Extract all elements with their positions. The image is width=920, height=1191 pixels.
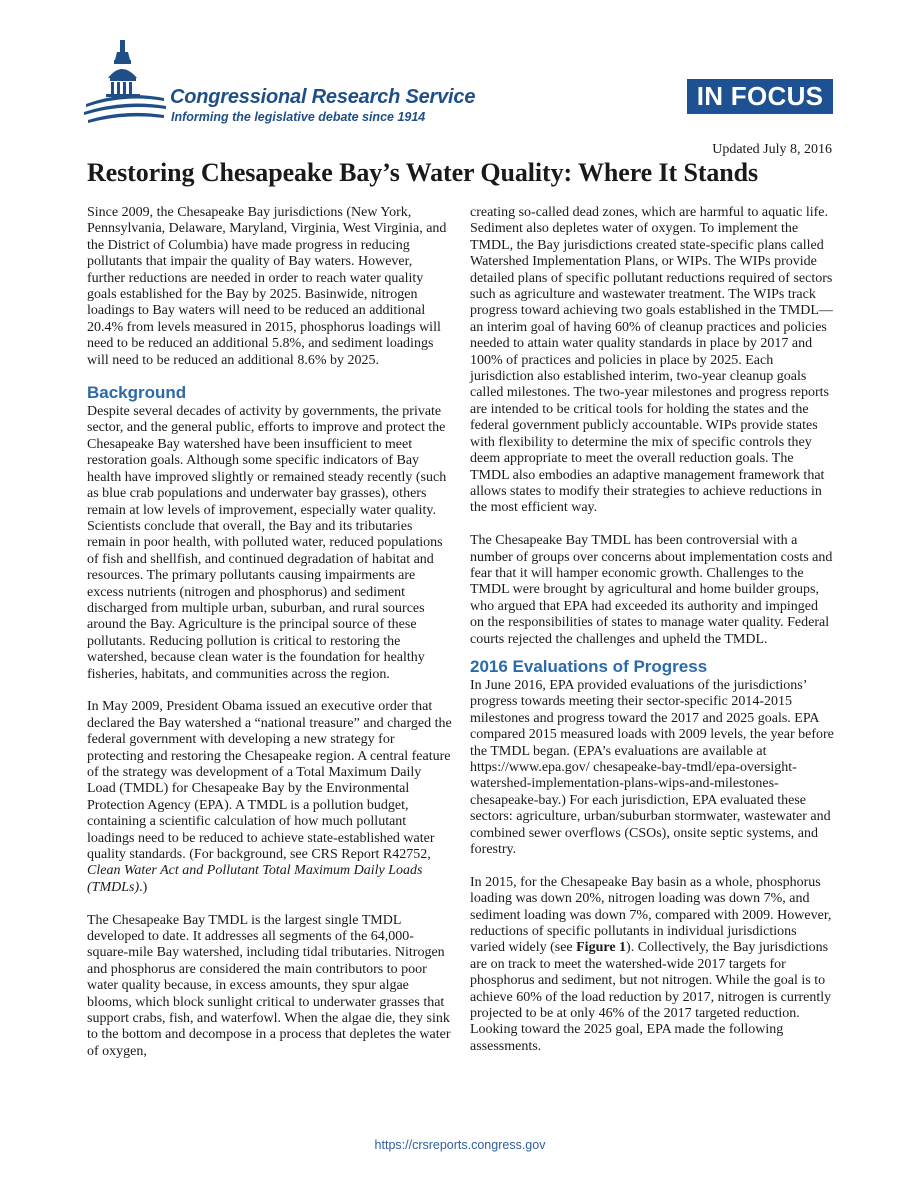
tmdl-paragraph: creating so-called dead zones, which are harmful to aquatic life. Sediment also depletes water of oxygen. To implement the TMDL, the Bay jurisdictions created state-specific plans called Watershed Implementation Plans, or WIPs. The WIPs provide detailed plans of specific pollutant reductions required of sectors such as agriculture and wastewater treatment. The WIPs track progress toward achieving two goals established in the TMDL—an interim goal of having 60% of cleanup practices and policies needed to attain water quality standards in place by 2017 and 100% of practices and policies in place by 2025. Each jurisdiction also established interim, two-year cleanup goals called milestones. The two-year milestones and progress reports are intended to be critical tools for holding the states and the federal government publicly accountable. WIPs provide states with flexibility to determine the mix of specific controls they deem appropriate to meet the overall reduction goals. The TMDL also embodies an adaptive management framework that allows states to modify their strategies to achieve reductions in the most efficient way. [470, 205, 833, 516]
footer-url[interactable]: https://crsreports.congress.gov [374, 1138, 546, 1152]
page-title: Restoring Chesapeake Bay’s Water Quality: Where It Stands [87, 158, 759, 187]
intro-paragraph: Since 2009, the Chesapeake Bay jurisdictions (New York, Pennsylvania, Delaware, Maryland, Virginia, West Virginia, and the District of Columbia) have made progress in reducing pollutants that impair the quality of Bay waters. However, further reductions are needed in order to reach water quality goals established for the Bay by 2025. Basinwide, nitrogen loadings to Bay waters will need to be reduced an additional 20.4% from levels measured in 2015, phosphorus loadings will need to be reduced an additional 5.8%, and sediment loadings will need to be reduced an additional 8.6% by 2025. [87, 205, 447, 368]
org-name: Congressional Research Service [170, 86, 476, 108]
figure-reference: Figure 1 [576, 940, 627, 956]
in-focus-badge: IN FOCUS [687, 79, 833, 114]
background-paragraph-1: Despite several decades of activity by governments, the private sector, and the general public, efforts to improve and protect the Chesapeake Bay watershed have been insufficient to meet restoration goals. Although some specific indicators of Bay health have improved slightly or remained steady recently (such as blue crab populations and underwater bay grasses), others remain at low levels of improvement, especially water quality. Scientists conclude that overall, the Bay and its tributaries remain in poor health, with polluted water, reduced populations of fish and shellfish, and continued degradation of habitat and resources. The primary pollutants causing impairments are excess nutrients (nitrogen and phosphorus) and sediment discharged from multiple urban, suburban, and rural sources around the Bay. Agriculture is the principal source of these pollutants. Reducing pollution is critical to restoring the watershed, because clean water is the foundation for healthy fisheries, habitats, and communities across the region. [87, 404, 447, 682]
left-column [87, 205, 453, 1060]
paragraph-text: In May 2009, President Obama issued an executive order that declared the Bay watershed a “national treasure” and charged the federal government with developing a new strategy for protecting and restoring the Chesapeake region. A central feature of the strategy was development of a Total Maximum Daily Load (TMDL) for Chesapeake Bay by the Environmental Protection Agency (EPA). A TMDL is a pollution budget, containing a scientific calculation of how much pollutant loadings need to be reduced to achieve state-established water quality standards. (For background, see CRS Report R42752, [87, 699, 452, 863]
evaluations-heading: 2016 Evaluations of Progress [470, 656, 708, 676]
report-title-reference: Clean Water Act and Pollutant Total Maximum Daily Loads (TMDLs) [87, 863, 423, 895]
evaluations-paragraph-2 [470, 875, 834, 1055]
right-column [470, 205, 834, 1055]
paragraph-text: .) [139, 879, 148, 895]
updated-date: Updated July 8, 2016 [712, 142, 832, 157]
paragraph-text: In 2015, for the Chesapeake Bay basin as a whole, phosphorus loading was down 20%, nitrogen loading was down 7%, and sediment loading was down 7%, compared with 2009. However, reductions of specific pollutants in individual jurisdictions varied widely (see [470, 874, 832, 956]
paragraph-text: ). Collectively, the Bay jurisdictions are on track to meet the watershed-wide 2017 targets for phosphorus and sediment, but not nitrogen. While the goal is to achieve 60% of the load reduction by 2017, nitrogen is currently projected to be at only 46% of the 2017 targeted reduction. Looking toward the 2025 goal, EPA made the following assessments. [470, 940, 832, 1054]
background-paragraph-3: The Chesapeake Bay TMDL is the largest single TMDL developed to date. It addresses all segments of the 64,000-square-mile Bay watershed, including tidal tributaries. Nitrogen and phosphorus are considered the main contributors to poor water quality because, in excess amounts, they spur algae blooms, which block sunlight critical to underwater grasses that support crabs, fish, and waterfowl. When the algae die, they sink to the bottom and decompose in a process that depletes the water of oxygen, [87, 912, 451, 1059]
org-tagline: Informing the legislative debate since 1914 [171, 110, 426, 124]
evaluations-paragraph-1: In June 2016, EPA provided evaluations of the jurisdictions’ progress towards meeting their sector-specific 2014-2015 milestones and progress toward the 2017 and 2025 goals. EPA compared 2015 measured loads with 2009 levels, the year before the TMDL began. (EPA’s evaluations are available at https://www.epa.gov/ chesapeake-bay-tmdl/epa-oversight-watershed-implementation-plans-wips-and-milestones-chesapeake-bay.) For each jurisdiction, EPA evaluated these sectors: agriculture, urban/suburban stormwater, wastewater and combined sewer overflows (CSOs), onsite septic systems, and forestry. [470, 677, 834, 858]
controversy-paragraph: The Chesapeake Bay TMDL has been controversial with a number of groups over concerns about implementation costs and fear that it will hamper economic growth. Challenges to the TMDL were brought by agricultural and home builder groups, who argued that EPA had exceeded its authority and impinged on the responsibilities of states to manage water quality. Federal courts rejected the challenges and upheld the TMDL. [470, 533, 833, 647]
background-heading: Background [87, 383, 187, 403]
background-paragraph-2 [87, 699, 453, 896]
capitol-dome-icon [84, 38, 166, 130]
